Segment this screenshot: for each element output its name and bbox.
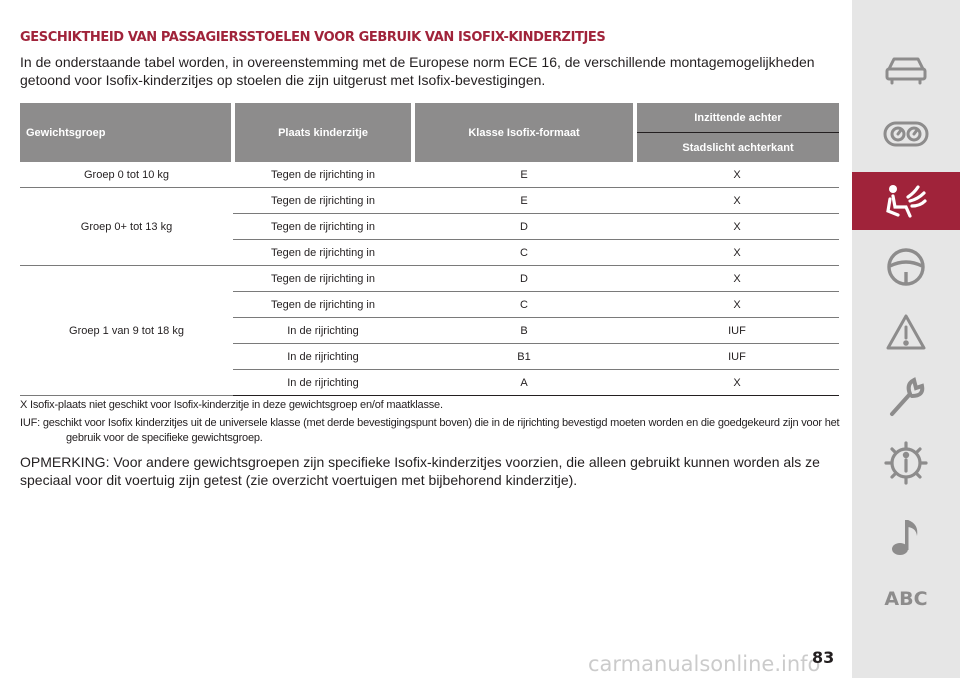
isofix-class-cell: A (413, 370, 635, 396)
suitability-cell: IUF (635, 344, 839, 370)
chapter-sidebar (852, 0, 960, 678)
isofix-table (20, 103, 839, 396)
isofix-class-cell: E (413, 162, 635, 188)
isofix-class-cell: E (413, 188, 635, 214)
orientation-cell: Tegen de rijrichting in (233, 240, 413, 266)
isofix-class-cell: D (413, 266, 635, 292)
weight-group-cell: Groep 1 van 9 tot 18 kg (20, 266, 233, 396)
isofix-class-cell: B1 (413, 344, 635, 370)
orientation-cell: In de rijrichting (233, 318, 413, 344)
abc-index-label: ABC (884, 588, 928, 610)
note-iuf: IUF: geschikt voor Isofix kinderzitjes uit de universele klasse (met derde bevestigingspunt boven) die in de rijrichting bevestigd moeten worden en die goedgekeurd zijn voor het gebruik voor de specifieke gewichtsgroep. (20, 417, 840, 444)
warning-triangle-icon[interactable] (852, 303, 960, 361)
table-notes (20, 398, 842, 449)
gear-info-icon[interactable] (852, 434, 960, 492)
page-number: 83 (812, 648, 835, 667)
suitability-cell: X (635, 188, 839, 214)
suitability-cell: X (635, 266, 839, 292)
orientation-cell: In de rijrichting (233, 370, 413, 396)
orientation-cell: Tegen de rijrichting in (233, 266, 413, 292)
table-row (20, 266, 839, 292)
header-weight-group: Gewichtsgroep (20, 103, 233, 162)
music-note-icon[interactable] (852, 508, 960, 566)
header-rear-occupant: Inzittende achter (635, 103, 839, 133)
weight-group-cell: Groep 0+ tot 13 kg (20, 188, 233, 266)
header-seat-position: Plaats kinderzitje (233, 103, 413, 162)
orientation-cell: Tegen de rijrichting in (233, 214, 413, 240)
steering-wheel-icon[interactable] (852, 238, 960, 296)
suitability-cell: X (635, 162, 839, 188)
remark-paragraph: OPMERKING: Voor andere gewichtsgroepen zijn specifieke Isofix-kinderzitjes voorzien, die alleen gebruikt kunnen worden als ze speciaal voor dit voertuig zijn getest (zie overzicht voertuigen met bijbehorend kinderzitje). (20, 454, 820, 488)
header-rear-seat: Stadslicht achterkant (635, 133, 839, 163)
suitability-cell: X (635, 240, 839, 266)
airbag-passenger-icon[interactable] (852, 172, 960, 230)
suitability-cell: X (635, 292, 839, 318)
wrench-icon[interactable] (852, 369, 960, 427)
isofix-class-cell: B (413, 318, 635, 344)
header-isofix-class: Klasse Isofix-formaat (413, 103, 635, 162)
isofix-class-cell: D (413, 214, 635, 240)
orientation-cell: Tegen de rijrichting in (233, 162, 413, 188)
suitability-cell: IUF (635, 318, 839, 344)
table-row (20, 188, 839, 214)
dashboard-gauges-icon[interactable] (852, 105, 960, 163)
isofix-class-cell: C (413, 240, 635, 266)
suitability-cell: X (635, 214, 839, 240)
table-row (20, 162, 839, 188)
abc-index-icon[interactable] (852, 570, 960, 628)
intro-paragraph: In de onderstaande tabel worden, in overeenstemming met de Europese norm ECE 16, de verschillende montagemogelijkheden getoond voor Isofix-kinderzitjes op stoelen die zijn uitgerust met Isofix-bevestigingen. (20, 54, 815, 88)
note-x: X Isofix-plaats niet geschikt voor Isofix-kinderzitje in deze gewichtsgroep en/of maatklasse. (20, 399, 443, 411)
section-title: GESCHIKTHEID VAN PASSAGIERSSTOELEN VOOR GEBRUIK VAN ISOFIX-KINDERZITJES (20, 30, 606, 45)
car-icon[interactable] (852, 41, 960, 99)
orientation-cell: Tegen de rijrichting in (233, 292, 413, 318)
weight-group-cell: Groep 0 tot 10 kg (20, 162, 233, 188)
watermark: carmanualsonline.info (588, 652, 821, 676)
orientation-cell: In de rijrichting (233, 344, 413, 370)
isofix-class-cell: C (413, 292, 635, 318)
suitability-cell: X (635, 370, 839, 396)
orientation-cell: Tegen de rijrichting in (233, 188, 413, 214)
